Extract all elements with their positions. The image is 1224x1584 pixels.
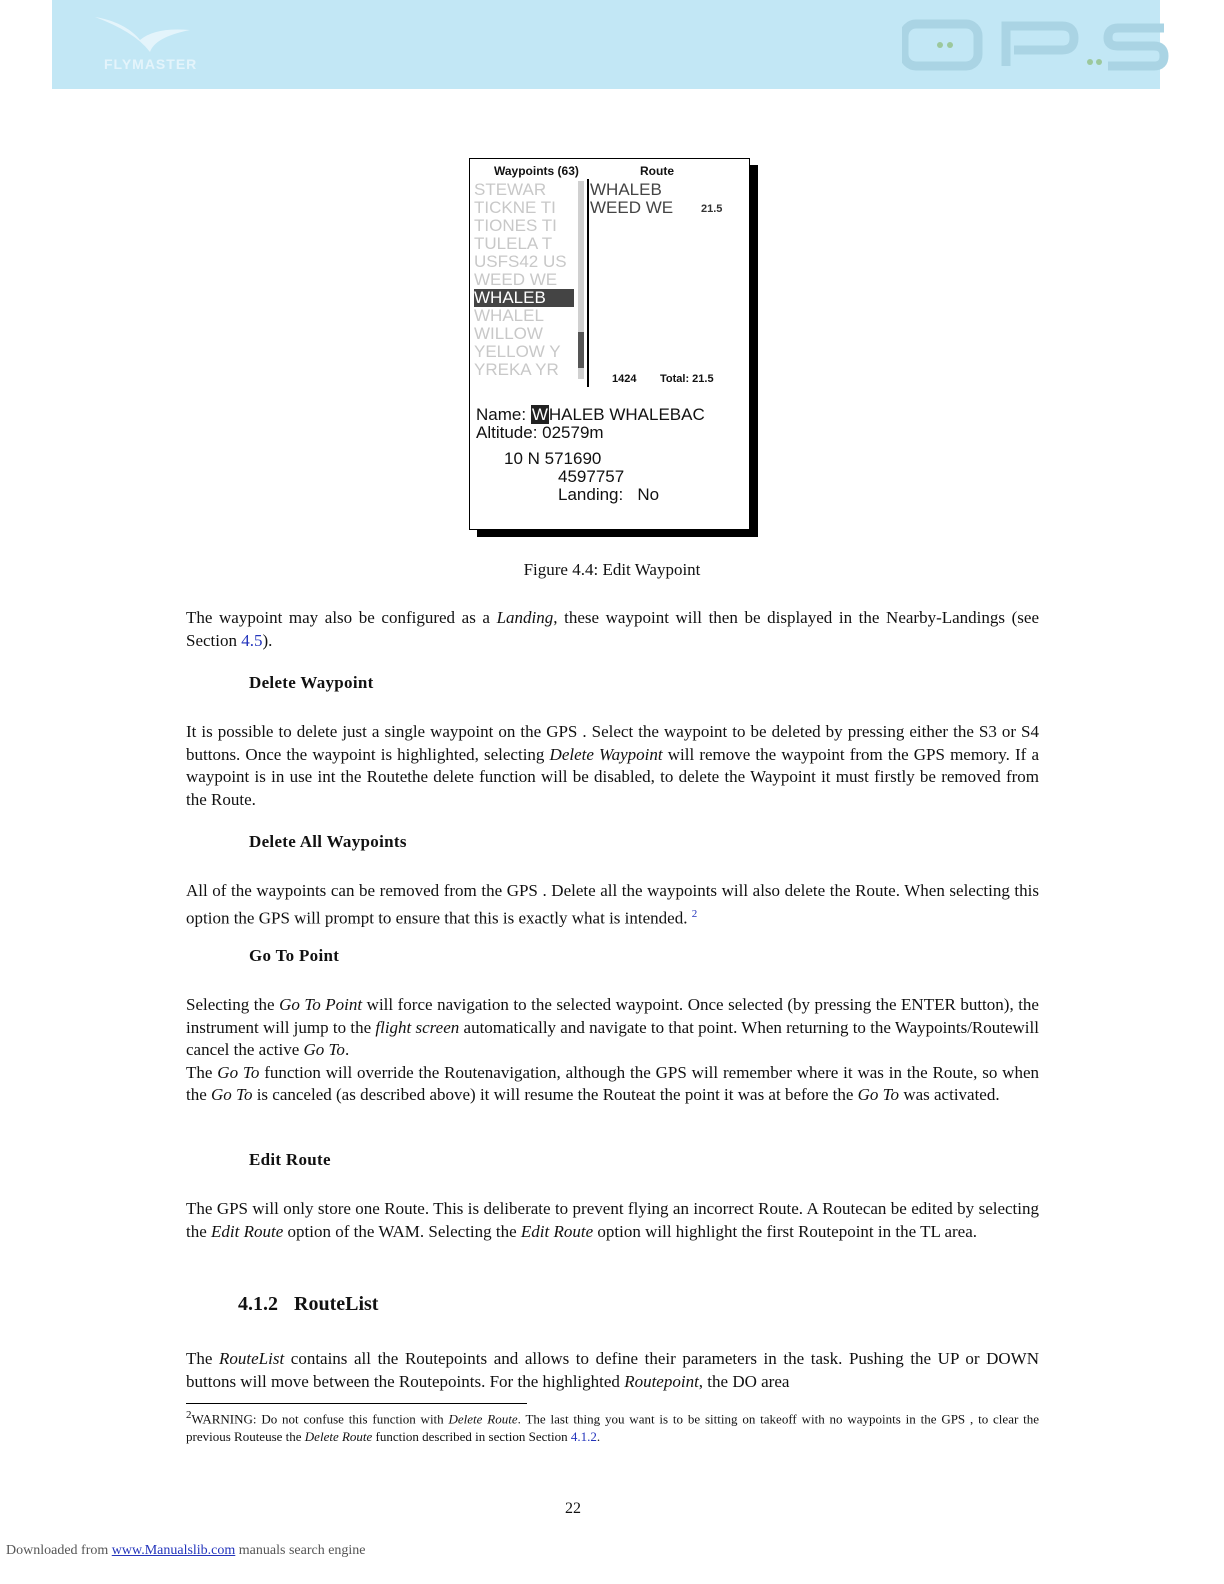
figure-caption: Figure 4.4: Edit Waypoint <box>523 560 701 579</box>
heading-edit-route: Edit Route <box>249 1150 331 1169</box>
list-item[interactable]: TIONES TI <box>474 216 557 235</box>
route-title: Route <box>640 164 674 178</box>
flymaster-wing-icon <box>95 12 195 57</box>
name-row[interactable] <box>476 406 705 424</box>
paragraph-edit-route: The GPS will only store one Route. This is deliberate to prevent flying an incorrect Route. A Routecan be edited by selecting the Edit Route option of the WAM. Selecting the Edit Route option will highlight the first Routepoint in the TL area. <box>186 1199 1039 1241</box>
route-point[interactable]: WEED WE <box>590 198 674 217</box>
paragraph-go-to: Selecting the Go To Point will force navigation to the selected waypoint. Once selected (by pressing the ENTER button), the instrument will jump to the flight screen automatically and navigate to that point. When returning to the Waypoints/Routewill cancel the active Go To. The Go To function will override the Routenavigation, although the GPS will remember where it was in the Route, so when the Go To is canceled (as described above) it will resume the Routeat the point it was at before the Go To was activated. <box>186 995 1040 1104</box>
gps-logo-mark <box>902 16 1172 72</box>
paragraph-routelist: The RouteList contains all the Routepoints and allows to define their parameters in the task. Pushing the UP or DOWN buttons will move between the Routepoints. For the highlighted Routepoint, the DO area <box>186 1349 1039 1391</box>
section-link[interactable]: 4.5 <box>241 630 263 650</box>
route-point[interactable]: WHALEB <box>590 180 662 199</box>
footnote-rule <box>186 1403 527 1404</box>
footnote: $^2$WARNING: Do not confuse this function with Delete Route. The last thing you want is to be sitting on takeoff with no waypoints in the GPS , to clear the previous Routeuse the Delete Route function described in section Section 4.1.2. <box>186 1409 1040 1444</box>
download-footer: Downloaded from www.Manualslib.com manuals search engine <box>6 1543 366 1558</box>
footnote-link[interactable]: 2 <box>691 907 698 920</box>
paragraph-landing: The waypoint may also be configured as a Landing, these waypoint will then be displayed in the Nearby-Landings (see Section 4.5). <box>186 608 1039 650</box>
list-divider <box>587 179 589 387</box>
landing-value[interactable]: No <box>637 485 660 504</box>
waypoint-scrollbar[interactable] <box>578 181 584 379</box>
route-total: Total: 21.5 <box>660 373 714 385</box>
list-item[interactable]: YREKA YR <box>474 360 559 379</box>
name-label: Name: <box>476 405 527 424</box>
page-number: 22 <box>565 1500 581 1517</box>
coordinate-north[interactable]: 4597757 <box>558 467 625 486</box>
landing-label: Landing: <box>558 485 624 504</box>
list-item-selected[interactable]: WHALEB <box>474 289 574 307</box>
list-item[interactable]: STEWAR <box>474 180 547 199</box>
list-item[interactable]: WEED WE <box>474 270 558 289</box>
manualslib-link[interactable]: www.Manualslib.com <box>111 1543 236 1558</box>
paragraph-delete-all: All of the waypoints can be removed from the GPS . Delete all the waypoints will also delete the Route. When selecting this option the GPS will prompt to ensure that this is exactly what is intended. $^2$ <box>186 881 1039 928</box>
list-item[interactable]: WILLOW <box>474 324 543 343</box>
paragraph-delete-waypoint: It is possible to delete just a single waypoint on the GPS . Select the waypoint to be deleted by pressing either the S3 or S4 buttons. Once the waypoint is highlighted, selecting Delete Waypoint will remove the waypoint from the GPS memory. If a waypoint is in use int the Routethe delete function will be disabled, to delete the Waypoint it must firstly be removed from the Route. <box>186 722 1039 809</box>
list-item[interactable]: WHALEL <box>474 306 544 325</box>
coordinate-zone-east[interactable]: 10 N 571690 <box>504 449 602 468</box>
heading-delete-waypoint: Delete Waypoint <box>249 673 374 692</box>
list-item[interactable]: TICKNE TI <box>474 198 556 217</box>
route-distance: 21.5 <box>701 203 723 215</box>
scrollbar-thumb[interactable] <box>578 332 584 368</box>
altitude-value[interactable]: Altitude: 02579m <box>476 423 604 442</box>
landing-row[interactable] <box>558 486 659 504</box>
waypoints-title: Waypoints (63) <box>494 164 579 178</box>
section-heading-routelist: 4.1.2 RouteList <box>238 1293 379 1315</box>
name-cursor[interactable]: W <box>531 405 548 424</box>
footnote-section-link[interactable]: 4.1.2 <box>570 1428 597 1444</box>
name-value[interactable]: HALEB WHALEBAC <box>548 405 705 424</box>
heading-go-to-point: Go To Point <box>249 946 340 965</box>
waypoint-list[interactable] <box>474 181 574 379</box>
heading-delete-all: Delete All Waypoints <box>249 832 407 851</box>
route-code: 1424 <box>612 373 637 385</box>
list-item[interactable]: USFS42 US <box>474 252 567 271</box>
flymaster-logo: FLYMASTER <box>104 56 198 72</box>
list-item[interactable]: TULELA T <box>474 234 553 253</box>
list-item[interactable]: YELLOW Y <box>474 342 561 361</box>
device-screen <box>469 158 750 530</box>
